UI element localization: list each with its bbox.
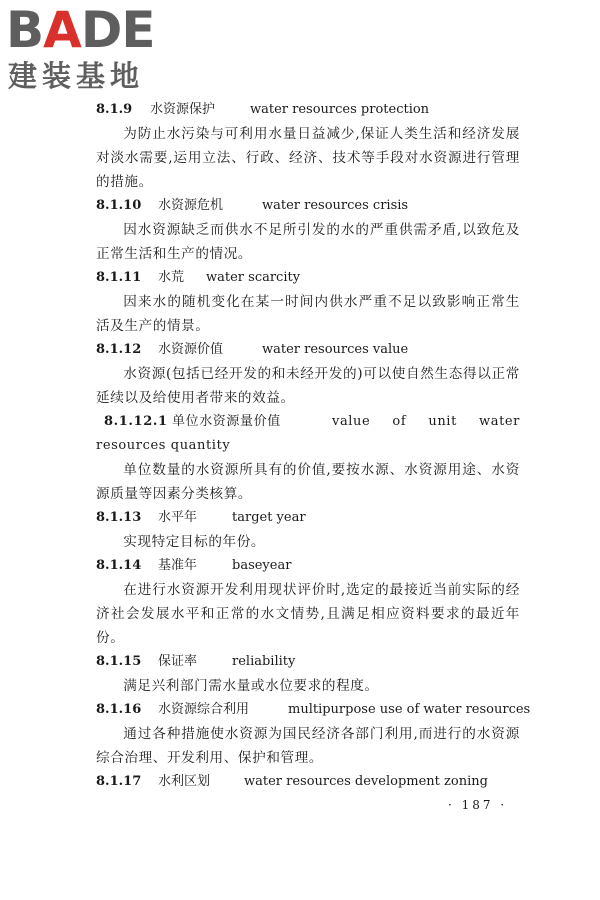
term-heading <box>96 98 520 122</box>
term-number: 8.1.14 <box>96 558 142 573</box>
term-english: target year <box>232 510 306 525</box>
term-number: 8.1.12 <box>96 342 142 357</box>
term-chinese: 水资源危机 <box>158 198 224 213</box>
term-chinese: 保证率 <box>158 654 198 669</box>
term-number: 8.1.12.1 <box>104 414 168 429</box>
term-english: baseyear <box>232 558 292 573</box>
term-english: reliability <box>232 654 296 669</box>
term-chinese: 基准年 <box>158 558 198 573</box>
bade-logo <box>6 1 176 96</box>
term-english: value of unit water resources quantity <box>96 414 520 453</box>
term-heading <box>96 506 520 530</box>
term-heading <box>96 554 520 578</box>
term-definition: 因水资源缺乏而供水不足所引发的水的严重供需矛盾,以致危及正常生活和生产的情况。 <box>96 222 520 262</box>
term-number: 8.1.15 <box>96 654 142 669</box>
term-chinese: 水资源价值 <box>158 342 224 357</box>
logo-wordmark: BADE <box>6 1 155 59</box>
term-definition: 水资源(包括已经开发的和未经开发的)可以使自然生态得以正常延续以及给使用者带来的效益。 <box>96 366 520 406</box>
term-english: water resources value <box>262 342 409 357</box>
term-chinese: 水荒 <box>158 270 185 285</box>
term-definition: 单位数量的水资源所具有的价值,要按水源、水资源用途、水资源质量等因素分类核算。 <box>96 462 520 502</box>
term-number: 8.1.13 <box>96 510 142 525</box>
term-english: water resources crisis <box>262 198 409 213</box>
term-definition: 通过各种措施使水资源为国民经济各部门利用,而进行的水资源综合治理、开发利用、保护和管理。 <box>96 726 520 766</box>
term-number: 8.1.10 <box>96 198 142 213</box>
term-number: 8.1.17 <box>96 774 142 789</box>
term-definition: 为防止水污染与可利用水量日益减少,保证人类生活和经济发展对淡水需要,运用立法、行政、经济、技术等手段对水资源进行管理的措施。 <box>96 126 520 190</box>
term-definition: 满足兴利部门需水量或水位要求的程度。 <box>123 678 379 694</box>
term-chinese: 单位水资源量价值 <box>172 414 281 429</box>
term-chinese: 水利区划 <box>158 774 211 789</box>
term-chinese: 水资源保护 <box>150 102 216 117</box>
term-definition: 因来水的随机变化在某一时间内供水严重不足以致影响正常生活及生产的情景。 <box>96 294 520 334</box>
term-heading <box>96 338 520 362</box>
term-definition: 在进行水资源开发利用现状评价时,选定的最接近当前实际的经济社会发展水平和正常的水文情势,且满足相应资料要求的最近年份。 <box>96 582 520 646</box>
term-heading <box>96 266 520 290</box>
term-definition: 实现特定目标的年份。 <box>123 534 266 550</box>
logo-subtitle: 建装基地 <box>8 59 145 93</box>
term-number: 8.1.9 <box>96 102 133 117</box>
term-heading <box>96 770 520 794</box>
term-english: water resources protection <box>250 102 430 117</box>
term-english: multipurpose use of water resources <box>288 702 531 717</box>
glossary-content <box>96 98 531 794</box>
term-heading <box>96 650 520 674</box>
page-number: · 187 · <box>448 798 508 812</box>
term-english: water scarcity <box>206 270 301 285</box>
term-number: 8.1.11 <box>96 270 142 285</box>
term-number: 8.1.16 <box>96 702 142 717</box>
term-heading <box>96 194 520 218</box>
term-english: water resources development zoning <box>244 774 488 789</box>
term-chinese: 水资源综合利用 <box>158 702 250 717</box>
term-heading <box>96 698 531 722</box>
term-heading <box>96 410 520 458</box>
term-chinese: 水平年 <box>158 510 198 525</box>
